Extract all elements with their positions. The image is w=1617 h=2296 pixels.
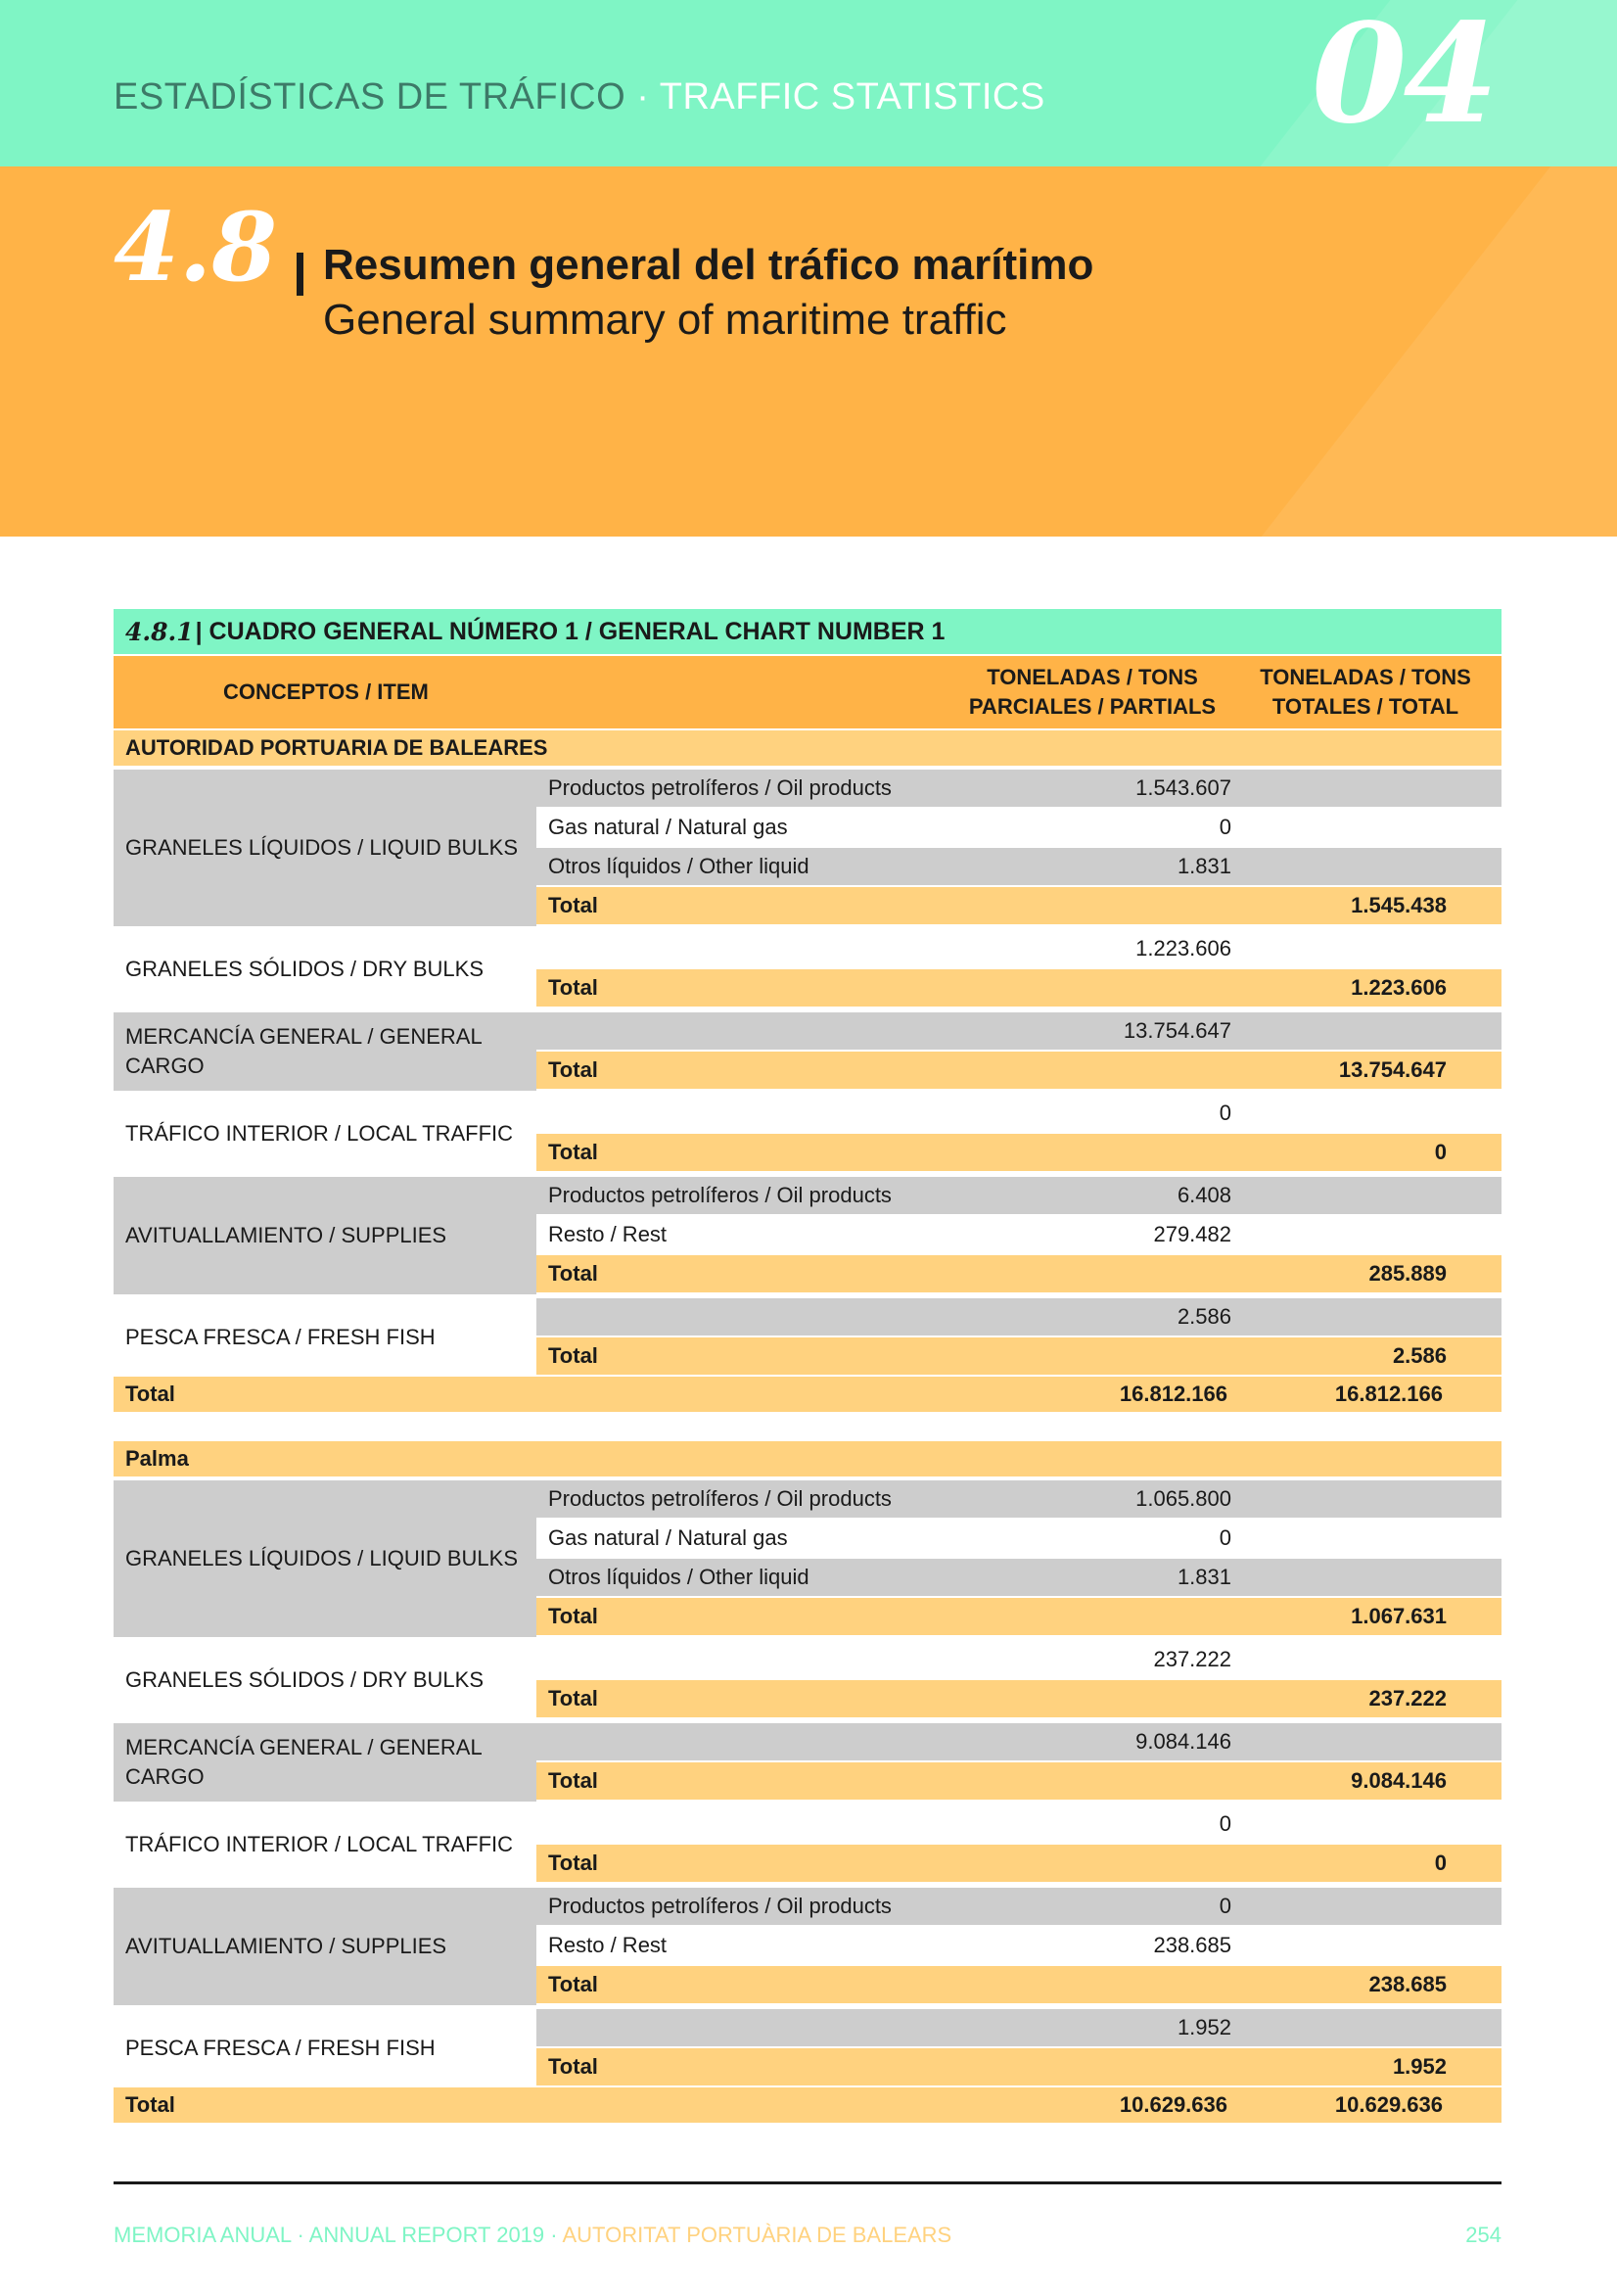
- table-row: [536, 1216, 1502, 1253]
- col-header-partials-line2: PARCIALES / PARTIALS: [968, 694, 1217, 719]
- section-header: AUTORIDAD PORTUARIA DE BALEARES: [114, 730, 1502, 766]
- col-header-totals-line1: TONELADAS / TONS: [1260, 665, 1471, 689]
- header-title-es: ESTADÍSTICAS DE TRÁFICO: [114, 76, 626, 117]
- row-partial: 1.543.607: [1135, 775, 1231, 800]
- row-total: 238.685: [1368, 1972, 1447, 1996]
- row-name: Productos petrolíferos / Oil products: [548, 1486, 892, 1511]
- row-partial: 13.754.647: [1123, 1018, 1231, 1043]
- row-total: 1.545.438: [1351, 893, 1447, 917]
- row-partial: 1.831: [1177, 1565, 1231, 1589]
- table-caption-text: | CUADRO GENERAL NÚMERO 1 / GENERAL CHART NUMBER 1: [195, 617, 946, 645]
- section-header: Palma: [114, 1441, 1502, 1476]
- group-local-traffic: [114, 1095, 1502, 1173]
- total-label: Total: [548, 893, 598, 917]
- total-label: Total: [548, 1057, 598, 1082]
- group-label: GRANELES LÍQUIDOS / LIQUID BULKS: [114, 770, 536, 926]
- group-label: GRANELES SÓLIDOS / DRY BULKS: [125, 1667, 484, 1692]
- total-row: [536, 1052, 1502, 1089]
- footer-organization: AUTORITAT PORTUÀRIA DE BALEARS: [562, 2223, 952, 2247]
- group-dry-bulks: [114, 930, 1502, 1008]
- table-row: [536, 1927, 1502, 1964]
- table-row: [536, 1888, 1502, 1925]
- grand-total-partial: 16.812.166: [1119, 1382, 1227, 1406]
- table-row: [536, 809, 1502, 846]
- total-row: [536, 1598, 1502, 1635]
- row-total: 0: [1434, 1851, 1447, 1875]
- group-label: MERCANCÍA GENERAL / GENERAL CARGO: [114, 1012, 536, 1091]
- table-row: [536, 1095, 1502, 1132]
- table-row: [536, 1480, 1502, 1518]
- row-name: Productos petrolíferos / Oil products: [548, 1183, 892, 1207]
- total-row: [536, 1966, 1502, 2003]
- table-caption: [114, 609, 1502, 654]
- table-row: [536, 1559, 1502, 1596]
- total-label: Total: [548, 1343, 598, 1368]
- row-total: 285.889: [1368, 1261, 1447, 1286]
- row-total: 1.952: [1392, 2054, 1447, 2079]
- row-partial: 238.685: [1153, 1933, 1231, 1957]
- total-label: Total: [548, 1972, 598, 1996]
- row-total: 0: [1434, 1140, 1447, 1164]
- table-row: [536, 1723, 1502, 1760]
- total-row: [536, 1762, 1502, 1800]
- row-total: 13.754.647: [1338, 1057, 1447, 1082]
- col-header-totals: [1229, 656, 1502, 728]
- row-partial: 279.482: [1153, 1222, 1231, 1246]
- group-label: AVITUALLAMIENTO / SUPPLIES: [114, 1888, 536, 2005]
- group-liquid-bulks: [114, 770, 1502, 926]
- grand-total-label: Total: [125, 2092, 175, 2117]
- group-fresh-fish: [114, 2009, 1502, 2087]
- row-partial: 0: [1219, 1101, 1231, 1125]
- row-total: 2.586: [1392, 1343, 1447, 1368]
- table-row: [536, 930, 1502, 967]
- row-name: Productos petrolíferos / Oil products: [548, 1894, 892, 1918]
- group-supplies: [114, 1888, 1502, 2005]
- table-row: [536, 1298, 1502, 1335]
- grand-total-value: 10.629.636: [1334, 2092, 1443, 2117]
- section-number: 4.8: [114, 192, 278, 303]
- total-label: Total: [548, 2054, 598, 2079]
- total-row: [536, 2048, 1502, 2085]
- group-local-traffic: [114, 1805, 1502, 1884]
- total-row: [536, 887, 1502, 924]
- group-fresh-fish: [114, 1298, 1502, 1377]
- header-separator: ·: [625, 76, 660, 117]
- row-total: 9.084.146: [1351, 1768, 1447, 1793]
- section-title-es: Resumen general del tráfico marítimo: [323, 241, 1094, 289]
- total-row: [536, 1255, 1502, 1292]
- row-name: Otros líquidos / Other liquid: [548, 854, 809, 878]
- group-liquid-bulks: [114, 1480, 1502, 1637]
- total-label: Total: [548, 1851, 598, 1875]
- row-total: 1.223.606: [1351, 975, 1447, 1000]
- table-row: [536, 1177, 1502, 1214]
- row-partial: 0: [1219, 1894, 1231, 1918]
- col-header-totals-line2: TOTALES / TOTAL: [1271, 694, 1459, 719]
- header-title-en: TRAFFIC STATISTICS: [659, 76, 1045, 117]
- row-name: Resto / Rest: [548, 1222, 668, 1246]
- row-partial: 6.408: [1177, 1183, 1231, 1207]
- footer-report-title: MEMORIA ANUAL · ANNUAL REPORT 2019 ·: [114, 2223, 563, 2247]
- group-label: TRÁFICO INTERIOR / LOCAL TRAFFIC: [125, 1832, 514, 1856]
- total-label: Total: [548, 1140, 598, 1164]
- group-supplies: [114, 1177, 1502, 1294]
- footer-divider: [114, 2181, 1502, 2184]
- row-name: Productos petrolíferos / Oil products: [548, 775, 892, 800]
- row-partial: 0: [1219, 1811, 1231, 1836]
- total-row: [536, 1134, 1502, 1171]
- row-name: Gas natural / Natural gas: [548, 815, 788, 839]
- section-divider: [297, 253, 303, 296]
- table-row: [536, 1805, 1502, 1843]
- col-header-partials-line1: TONELADAS / TONS: [987, 665, 1198, 689]
- row-name: Gas natural / Natural gas: [548, 1525, 788, 1550]
- decorative-stripe: [1191, 166, 1617, 537]
- row-partial: 2.586: [1177, 1304, 1231, 1329]
- row-name: Resto / Rest: [548, 1933, 668, 1957]
- total-row: [536, 1680, 1502, 1717]
- grand-total-row: [114, 1377, 1502, 1412]
- section-title-en: General summary of maritime traffic: [323, 296, 1007, 344]
- table-row: [536, 1520, 1502, 1557]
- row-partial: 1.952: [1177, 2015, 1231, 2039]
- group-label: MERCANCÍA GENERAL / GENERAL CARGO: [114, 1723, 536, 1802]
- total-row: [536, 1845, 1502, 1882]
- group-label: PESCA FRESCA / FRESH FISH: [125, 1325, 436, 1349]
- grand-total-partial: 10.629.636: [1119, 2092, 1227, 2117]
- table-row: [536, 770, 1502, 807]
- total-label: Total: [548, 1261, 598, 1286]
- table-row: [536, 2009, 1502, 2046]
- traffic-table: [114, 609, 1502, 2123]
- total-label: Total: [548, 1604, 598, 1628]
- table-row: [536, 1012, 1502, 1050]
- group-label: GRANELES LÍQUIDOS / LIQUID BULKS: [114, 1480, 536, 1637]
- group-dry-bulks: [114, 1641, 1502, 1719]
- group-general-cargo: [114, 1723, 1502, 1802]
- col-header-item: CONCEPTOS / ITEM: [223, 679, 429, 704]
- row-name: Otros líquidos / Other liquid: [548, 1565, 809, 1589]
- row-partial: 1.223.606: [1135, 936, 1231, 961]
- row-partial: 0: [1219, 1525, 1231, 1550]
- grand-total-value: 16.812.166: [1334, 1382, 1443, 1406]
- total-row: [536, 1337, 1502, 1375]
- total-label: Total: [548, 975, 598, 1000]
- table-row: [536, 848, 1502, 885]
- row-partial: 237.222: [1153, 1647, 1231, 1671]
- row-partial: 1.065.800: [1135, 1486, 1231, 1511]
- row-partial: 1.831: [1177, 854, 1231, 878]
- total-label: Total: [548, 1686, 598, 1710]
- group-general-cargo: [114, 1012, 1502, 1091]
- row-partial: 9.084.146: [1135, 1729, 1231, 1754]
- total-row: [536, 969, 1502, 1007]
- row-total: 1.067.631: [1351, 1604, 1447, 1628]
- col-header-partials: [955, 656, 1229, 728]
- page-number: 254: [1465, 2223, 1502, 2247]
- group-label: GRANELES SÓLIDOS / DRY BULKS: [125, 957, 484, 981]
- total-label: Total: [548, 1768, 598, 1793]
- table-caption-number: 4.8.1: [125, 617, 194, 646]
- row-total: 237.222: [1368, 1686, 1447, 1710]
- table-header-row: [114, 656, 1502, 728]
- grand-total-label: Total: [125, 1382, 175, 1406]
- row-partial: 0: [1219, 815, 1231, 839]
- grand-total-row: [114, 2087, 1502, 2123]
- header-title: [114, 76, 1045, 118]
- group-label: PESCA FRESCA / FRESH FISH: [125, 2036, 436, 2060]
- table-row: [536, 1641, 1502, 1678]
- chapter-number: 04: [1312, 0, 1495, 155]
- group-label: TRÁFICO INTERIOR / LOCAL TRAFFIC: [125, 1121, 514, 1146]
- footer-text: [114, 2223, 951, 2248]
- group-label: AVITUALLAMIENTO / SUPPLIES: [114, 1177, 536, 1294]
